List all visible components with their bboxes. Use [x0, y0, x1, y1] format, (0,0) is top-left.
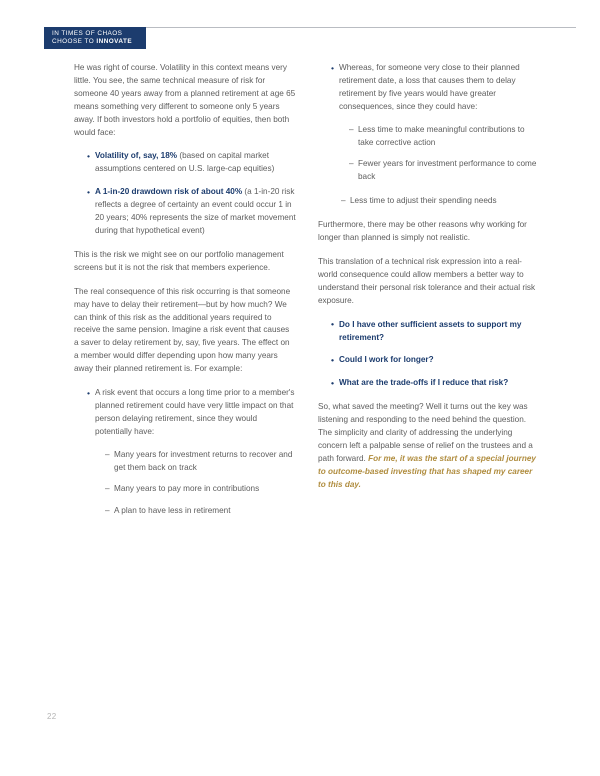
contrast-bullet-text: Whereas, for someone very close to their planned retirement date, a loss that causes them to delay retirement by five years would have greater consequences, since they could have: — [339, 63, 520, 111]
left-paragraph-1: He was right of course. Volatility in this context means very little. You see, the same technical measure of risk for someone 40 years away from a planned retirement at age 65 means something very different to someone only 5 years away. If both investors hold a portfolio of equities, then both would face: — [74, 63, 296, 137]
member-questions-list — [318, 319, 540, 391]
list-item: • Do I have other sufficient assets to support my retirement? — [331, 319, 540, 345]
chapter-badge — [44, 27, 146, 49]
list-item: – Less time to make meaningful contributions to take corrective action — [349, 124, 540, 150]
contrast-list — [318, 62, 540, 184]
page-header — [44, 27, 576, 49]
chapter-badge-line-1: IN TIMES OF CHAOS — [52, 30, 123, 37]
left-column — [74, 62, 296, 529]
bullet-lead-in: Volatility of, say, 18% — [95, 151, 178, 161]
page-number: 22 — [47, 712, 57, 721]
list-item — [87, 186, 296, 238]
example-bullet-text: A risk event that occurs a long time prior to a member's planned retirement could have very little impact on that person delaying retirement, since they would potentially have: — [95, 388, 295, 436]
left-paragraph-3: The real consequence of this risk occurring is that someone may have to delay their retirement—but by how much? We can think of this risk as the additional years required to receive the same pension. Imagine a risk event that causes a saver to delay retirement by, say, five years. The effect on a member would differ depending upon how many years away their planned retirement is. For example: — [74, 286, 291, 374]
right-column — [318, 62, 540, 503]
bullet-rest: (based on capital market assumptions centered on U.S. large-cap equities) — [95, 151, 275, 174]
closing-paragraph-text: So, what saved the meeting? Well it turns out the key was listening and responding to the need behind the question. The simplicity and clarity of addressing the underlying concern left a palpable sense of relief on the trustees and a path forward. — [318, 402, 533, 463]
left-paragraph-2: This is the risk we might see on our portfolio management screens but it is not the risk that members experience. — [74, 249, 284, 272]
list-item: – Fewer years for investment performance to come back — [349, 158, 540, 184]
example-list — [74, 387, 296, 518]
right-paragraph-2: This translation of a technical risk expression into a real-world consequence could allow members a better way to understand their personal risk tolerance and their actual risk exposure. — [318, 256, 536, 305]
right-paragraph-1: Furthermore, there may be other reasons why working for longer than planned is simply not realistic. — [318, 220, 527, 243]
contrast-sub-list-continued — [318, 195, 540, 208]
example-sub-list — [95, 449, 296, 519]
contrast-sub-list — [339, 124, 540, 185]
list-item: • Could I work for longer? — [331, 354, 540, 367]
chapter-badge-line-2-prefix: CHOOSE TO — [52, 38, 97, 46]
list-item: – A plan to have less in retirement — [105, 505, 296, 518]
list-item — [87, 150, 296, 176]
bullet-rest: (a 1-in-20 risk reflects a degree of certainty an event could occur 1 in 20 years; 40% represents the size of market movement during that hypothetical event) — [95, 187, 296, 235]
list-item: – Many years to pay more in contributions — [105, 483, 296, 496]
list-item: – Less time to adjust their spending needs — [341, 195, 540, 208]
bullet-lead-in: A 1-in-20 drawdown risk of about 40% — [95, 187, 243, 197]
list-item: – Many years for investment returns to recover and get them back on track — [105, 449, 296, 475]
risk-measures-list — [74, 150, 296, 237]
closing-paragraph-emphasis: For me, it was the start of a special journey to outcome-based investing that has shaped my career to this day. — [318, 453, 536, 489]
chapter-badge-line-2-bold: INNOVATE — [96, 38, 133, 46]
list-item — [87, 387, 296, 518]
chapter-badge-line-2 — [52, 38, 146, 46]
list-item — [331, 62, 540, 184]
list-item: • What are the trade-offs if I reduce that risk? — [331, 377, 540, 390]
closing-paragraph — [318, 401, 540, 491]
